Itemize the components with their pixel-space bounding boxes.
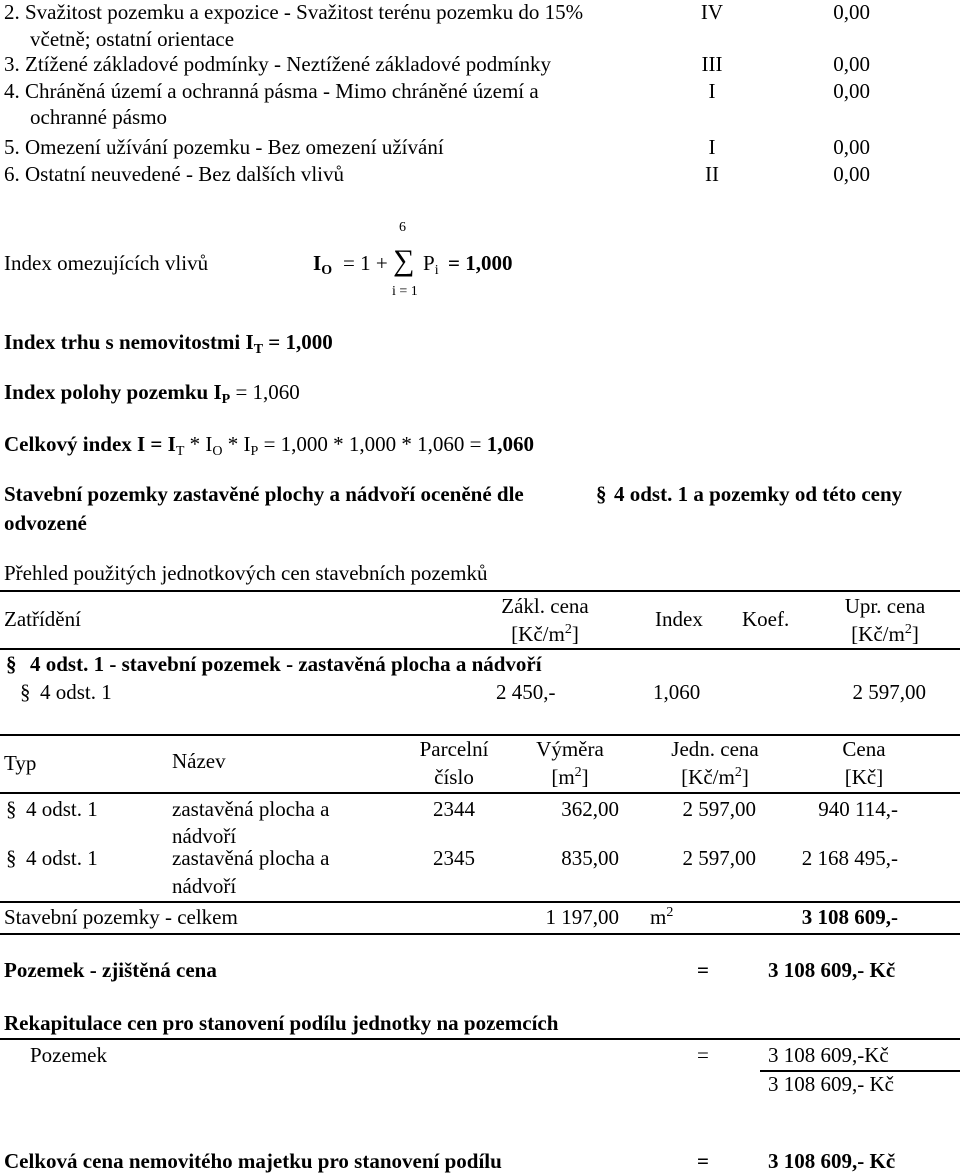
io-result: = 1,000	[448, 251, 513, 275]
rekap-eq: =	[697, 1043, 709, 1067]
row2-typ: 4 odst. 1	[26, 846, 98, 870]
col-upr-cena-2: $[Kč/m^2]$	[851, 622, 919, 646]
row1-cena: 940 114,-	[818, 797, 898, 821]
parcely-total-rule	[0, 901, 960, 903]
prehled-row-upr: 2 597,00	[852, 680, 926, 704]
h-vymera-2: $[m^2]$	[551, 765, 589, 789]
stavebni-heading-line2: odvozené	[4, 511, 87, 535]
factor-5-class: I	[708, 135, 716, 159]
factor-5-value: 0,00	[833, 135, 870, 159]
index-omez-label: Index omezujících vlivů	[4, 251, 209, 275]
prehled-header-rule	[0, 648, 960, 650]
total-cena: 3 108 609,-	[801, 905, 898, 929]
factor-6-class: II	[705, 162, 719, 186]
row1-typ: 4 odst. 1	[26, 797, 98, 821]
prehled-row-zakl: 2 450,-	[496, 680, 556, 704]
section-mark-icon: §	[6, 652, 17, 676]
h-parcelni-1: Parcelní	[419, 737, 489, 761]
prehled-title: Přehled použitých jednotkových cen stavebních pozemků	[4, 561, 488, 585]
index-trhu: Index trhu s nemovitostmi IT = 1,000	[4, 330, 333, 357]
factor-6-line1: 6. Ostatní neuvedené - Bez dalších vlivů	[4, 162, 344, 186]
h-nazev: Název	[172, 749, 226, 773]
io-symbol: IO	[313, 251, 333, 278]
h-cena-1: Cena	[842, 737, 886, 761]
factor-4-line2: ochranné pásmo	[30, 105, 168, 129]
total-vymera: 1 197,00	[545, 905, 619, 929]
parcely-top-rule	[0, 734, 960, 736]
factor-2-line2: včetně; ostatní orientace	[30, 27, 235, 51]
col-koef: Koef.	[742, 607, 790, 631]
rekap-pozemek-label: Pozemek	[30, 1043, 107, 1067]
row2-jedn: 2 597,00	[682, 846, 756, 870]
row2-nazev2: nádvoří	[172, 874, 237, 898]
celkova-label: Celková cena nemovitého majetku pro stanovení podílu	[4, 1149, 502, 1173]
h-cena-2: [Kč]	[844, 765, 884, 789]
factor-2-value: 0,00	[833, 0, 870, 24]
section-mark-icon: §	[596, 482, 607, 506]
sum-top: 6	[399, 220, 406, 235]
factor-2-line1: 2. Svažitost pozemku a expozice - Svažitost terénu pozemku do 15%	[4, 0, 584, 24]
col-index: Index	[655, 607, 703, 631]
parcely-header-rule	[0, 792, 960, 794]
prehled-top-rule	[0, 590, 960, 592]
index-polohy: Index polohy pozemku IP = 1,060	[4, 380, 300, 407]
prehled-row-zatrideni: 4 odst. 1	[40, 680, 112, 704]
zjistena-eq: =	[697, 958, 709, 982]
zjistena-value: 3 108 609,- Kč	[768, 958, 896, 982]
celkova-eq: =	[697, 1149, 709, 1173]
factor-3-line1: 3. Ztížené základové podmínky - Neztížené základové podmínky	[4, 52, 551, 76]
prehled-row-index: 1,060	[653, 680, 701, 704]
sum-symbol-icon: ∑	[393, 244, 415, 277]
factor-3-value: 0,00	[833, 52, 870, 76]
stavebni-heading-line1b: 4 odst. 1 a pozemky od této ceny	[614, 482, 903, 506]
section-mark-icon: §	[6, 846, 17, 870]
row2-nazev1: zastavěná plocha a	[172, 846, 330, 870]
rekap-pozemek-value: 3 108 609,-Kč	[768, 1043, 889, 1067]
row1-vymera: 362,00	[561, 797, 619, 821]
col-zakl-cena-2: $[Kč/m^2]$	[511, 622, 579, 646]
col-upr-cena-1: Upr. cena	[844, 594, 926, 618]
factor-5-line1: 5. Omezení užívání pozemku - Bez omezení užívání	[4, 135, 444, 159]
h-jedn-cena-2: $[Kč/m^2]$	[681, 765, 749, 789]
factor-6-value: 0,00	[833, 162, 870, 186]
rekap-sum-value: 3 108 609,- Kč	[768, 1072, 894, 1096]
h-parcelni-2: číslo	[434, 765, 474, 789]
row1-parcela: 2344	[433, 797, 475, 821]
zjistena-label: Pozemek - zjištěná cena	[4, 958, 217, 982]
parcely-bottom-rule	[0, 933, 960, 935]
io-eq-one-plus: = 1 +	[343, 251, 388, 275]
row2-vymera: 835,00	[561, 846, 619, 870]
total-unit: $m^2$	[650, 905, 674, 929]
factor-4-class: I	[708, 79, 716, 103]
col-zakl-cena-1: Zákl. cena	[501, 594, 589, 618]
row1-nazev2: nádvoří	[172, 824, 237, 848]
section-mark-icon: §	[20, 680, 31, 704]
row2-cena: 2 168 495,-	[801, 846, 898, 870]
row1-jedn: 2 597,00	[682, 797, 756, 821]
total-label: Stavební pozemky - celkem	[4, 905, 238, 929]
factor-4-value: 0,00	[833, 79, 870, 103]
celkovy-index: Celkový index I = IT * IO * IP = 1,000 * 1,000 * 1,060 = 1,060	[4, 432, 534, 459]
row2-parcela: 2345	[433, 846, 475, 870]
p-symbol: Pi	[423, 251, 439, 278]
stavebni-heading-line1a: Stavební pozemky zastavěné plochy a nádvoří oceněné dle	[4, 482, 524, 506]
h-typ: Typ	[4, 751, 37, 775]
factor-2-class: IV	[700, 0, 724, 24]
sum-bottom: i = 1	[392, 284, 418, 299]
prehled-group: 4 odst. 1 - stavební pozemek - zastavěná plocha a nádvoří	[30, 652, 542, 676]
rekap-title: Rekapitulace cen pro stanovení podílu jednotky na pozemcích	[4, 1011, 559, 1035]
h-vymera-1: Výměra	[536, 737, 604, 761]
section-mark-icon: §	[6, 797, 17, 821]
col-zatrideni: Zatřídění	[4, 607, 81, 631]
rekap-rule	[0, 1038, 960, 1040]
row1-nazev1: zastavěná plocha a	[172, 797, 330, 821]
factor-3-class: III	[701, 52, 723, 76]
celkova-value: 3 108 609,- Kč	[768, 1149, 896, 1173]
h-jedn-cena-1: Jedn. cena	[671, 737, 759, 761]
factor-4-line1: 4. Chráněná území a ochranná pásma - Mimo chráněné území a	[4, 79, 539, 103]
